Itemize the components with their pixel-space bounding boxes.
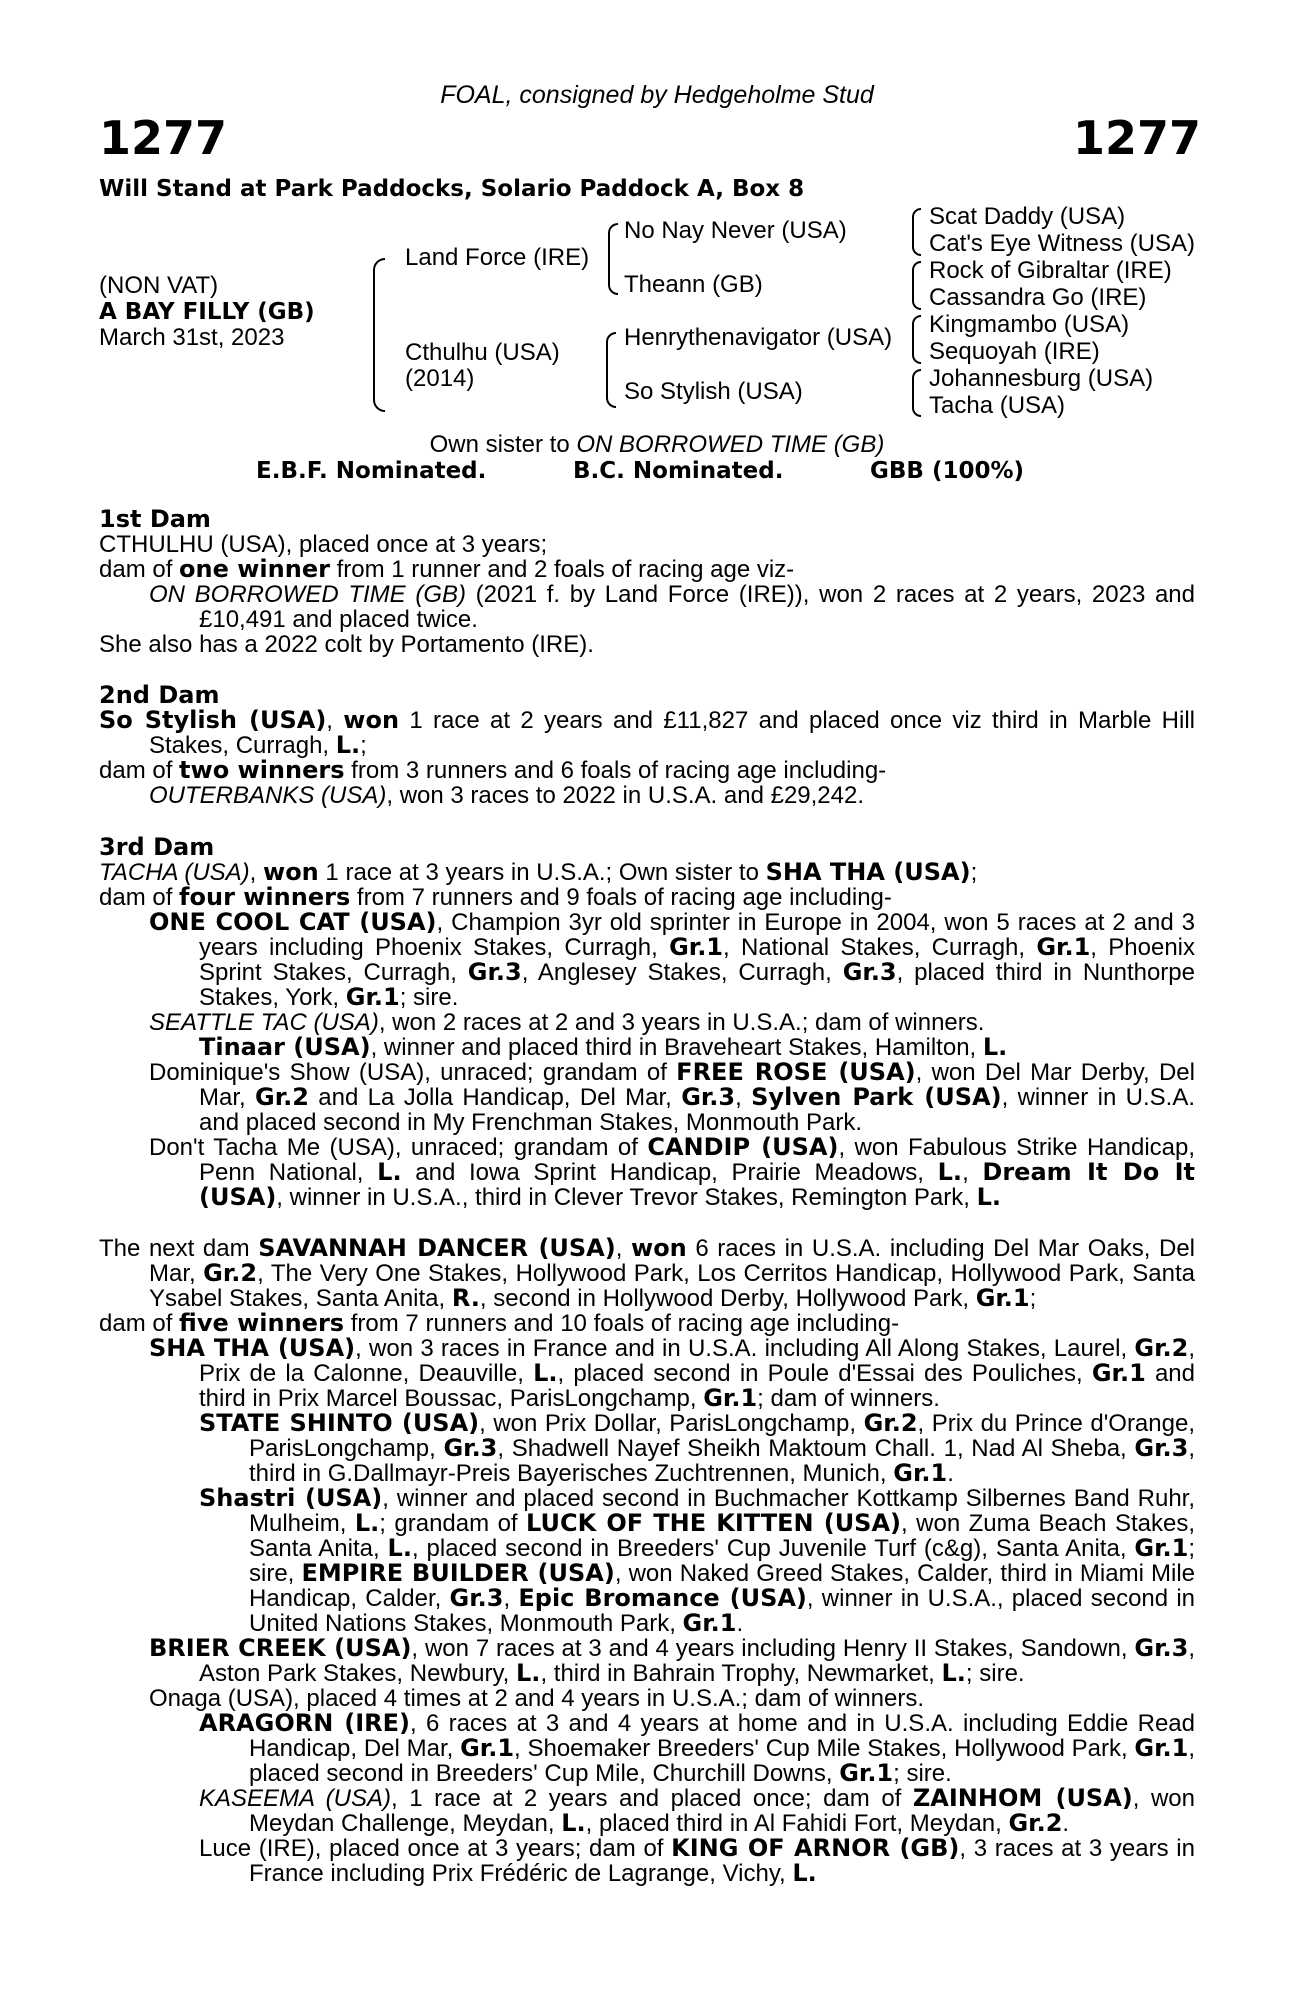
first-dam-note: She also has a 2022 colt by Portamento (IRE). (99, 631, 594, 658)
gg-5: Kingmambo (USA) (929, 311, 1130, 338)
first-dam-line: CTHULHU (USA), placed once at 3 years; (99, 531, 548, 558)
second-dam-produce: dam of two winners from 3 runners and 6 foals of racing age including- (99, 756, 887, 784)
progeny-sha-tha: SHA THA (USA), won 3 races in France and in U.S.A. including All Along Stakes, Laurel, Gr.2, Prix de la Calonne, Deauville, L., placed second in Poule d'Essai des Pouliches, Gr.1 and third in Prix Marcel Boussac, ParisLongchamp, Gr.1; dam of winners. (149, 1334, 1196, 1412)
brace-main (373, 258, 385, 412)
gbb-status: GBB (100%) (870, 458, 1025, 484)
third-dam-section (99, 835, 1195, 1210)
sire: Land Force (IRE) (405, 244, 590, 271)
gg-2: Cat's Eye Witness (USA) (929, 230, 1195, 257)
gg-3: Rock of Gibraltar (IRE) (929, 257, 1172, 284)
ebf-nominated: E.B.F. Nominated. (256, 458, 487, 484)
dam-year: (2014) (405, 365, 475, 392)
bc-nominated: B.C. Nominated. (573, 458, 784, 484)
sire-sire: No Nay Never (USA) (624, 217, 847, 244)
gg-1: Scat Daddy (USA) (929, 203, 1126, 230)
third-dam-line: TACHA (USA), won 1 race at 3 years in U.S.A.; Own sister to SHA THA (USA); (99, 858, 978, 886)
progeny-shastri: Shastri (USA), winner and placed second in Buchmacher Kottkamp Silbernes Band Ruhr, Mulheim, L.; grandam of LUCK OF THE KITTEN (USA), won Zuma Beach Stakes, Santa Anita, L., placed second in Breeders' Cup Juvenile Turf (c&g), Santa Anita, Gr.1; sire, EMPIRE BUILDER (USA), won Naked Greed Stakes, Calder, third in Miami Mile Handicap, Calder, Gr.3, Epic Bromance (USA), winner in U.S.A., placed second in United Nations Stakes, Monmouth Park, Gr.1. (199, 1484, 1196, 1637)
progeny-tinaar: Tinaar (USA), winner and placed third in Braveheart Stakes, Hamilton, L. (199, 1033, 1008, 1061)
progeny-state-shinto: STATE SHINTO (USA), won Prix Dollar, ParisLongchamp, Gr.2, Prix du Prince d'Orange, ParisLongchamp, Gr.3, Shadwell Nayef Sheikh Maktoum Chall. 1, Nad Al Sheba, Gr.3, third in G.Dallmayr-Preis Bayerisches Zuchtrennen, Munich, Gr.1. (199, 1409, 1195, 1487)
progeny-one-cool-cat: ONE COOL CAT (USA), Champion 3yr old sprinter in Europe in 2004, won 5 races at 2 and 3 years including Phoenix Stakes, Curragh, Gr.1, National Stakes, Curragh, Gr.1, Phoenix Sprint Stakes, Curragh, Gr.3, Anglesey Stakes, Curragh, Gr.3, placed third in Nunthorpe Stakes, York, Gr.1; sire. (149, 908, 1195, 1011)
dam: Cthulhu (USA) (405, 339, 560, 366)
brace-gg2 (912, 261, 921, 310)
second-dam-heading: 2nd Dam (99, 681, 220, 709)
gg-8: Tacha (USA) (929, 392, 1066, 419)
dam-dam: So Stylish (USA) (624, 378, 803, 405)
gg-7: Johannesburg (USA) (929, 365, 1154, 392)
own-sister-line: Own sister to ON BORROWED TIME (GB) (429, 431, 885, 458)
first-dam-section (99, 507, 1195, 657)
brace-sire (608, 223, 618, 295)
next-dam-produce: dam of five winners from 7 runners and 10 foals of racing age including- (99, 1309, 900, 1337)
dam-sire: Henrythenavigator (USA) (624, 324, 893, 351)
foaling-date: March 31st, 2023 (99, 324, 285, 351)
first-dam-heading: 1st Dam (99, 505, 211, 533)
gg-4: Cassandra Go (IRE) (929, 284, 1147, 311)
consignor-line: FOAL, consigned by Hedgeholme Stud (440, 81, 874, 109)
progeny-dont-tacha-me: Don't Tacha Me (USA), unraced; grandam of CANDIP (USA), won Fabulous Strike Handicap, Penn National, L. and Iowa Sprint Handicap, Prairie Meadows, L., Dream It Do It (USA), winner in U.S.A., third in Clever Trevor Stakes, Remington Park, L. (149, 1133, 1196, 1211)
gg-6: Sequoyah (IRE) (929, 338, 1100, 365)
second-dam-line: So Stylish (USA), won 1 race at 2 years and £11,827 and placed once viz third in Marble Hill Stakes, Curragh, L.; (99, 706, 1195, 759)
next-dam-line: The next dam SAVANNAH DANCER (USA), won 6 races in U.S.A. including Del Mar Oaks, Del Mar, Gr.2, The Very One Stakes, Hollywood Park, Los Cerritos Handicap, Hollywood Park, Santa Ysabel Stakes, Santa Anita, R., second in Hollywood Derby, Hollywood Park, Gr.1; (99, 1234, 1195, 1312)
third-dam-heading: 3rd Dam (99, 833, 215, 861)
third-dam-produce: dam of four winners from 7 runners and 9 foals of racing age including- (99, 883, 892, 911)
brace-dam (606, 332, 616, 408)
progeny-seattle-tac: SEATTLE TAC (USA), won 2 races at 2 and 3 years in U.S.A.; dam of winners. (149, 1009, 985, 1036)
horse-name: A BAY FILLY (GB) (99, 299, 315, 325)
progeny-aragorn: ARAGORN (IRE), 6 races at 3 and 4 years at home and in U.S.A. including Eddie Read Handicap, Del Mar, Gr.1, Shoemaker Breeders' Cup Mile Stakes, Hollywood Park, Gr.1, placed second in Breeders' Cup Mile, Churchill Downs, Gr.1; sire. (199, 1709, 1196, 1787)
brace-gg4 (912, 369, 921, 417)
progeny-outerbanks: OUTERBANKS (USA), won 3 races to 2022 in U.S.A. and £29,242. (149, 782, 865, 809)
second-dam-section (99, 683, 1195, 808)
brace-gg1 (912, 208, 921, 256)
progeny-onaga: Onaga (USA), placed 4 times at 2 and 4 years in U.S.A.; dam of winners. (149, 1685, 925, 1712)
sire-dam: Theann (GB) (624, 271, 763, 298)
progeny-luce: Luce (IRE), placed once at 3 years; dam of KING OF ARNOR (GB), 3 races at 3 years in France including Prix Frédéric de Lagrange, Vichy, L. (199, 1834, 1195, 1887)
progeny-brier-creek: BRIER CREEK (USA), won 7 races at 3 and 4 years including Henry II Stakes, Sandown, Gr.3, Aston Park Stakes, Newbury, L., third in Bahrain Trophy, Newmarket, L.; sire. (149, 1634, 1195, 1687)
lot-number-right: 1277 (1072, 111, 1201, 165)
stand-location: Will Stand at Park Paddocks, Solario Paddock A, Box 8 (99, 176, 805, 202)
first-dam-produce: dam of one winner from 1 runner and 2 foals of racing age viz- (99, 555, 795, 583)
progeny-kaseema: KASEEMA (USA), 1 race at 2 years and placed once; dam of ZAINHOM (USA), won Meydan Challenge, Meydan, L., placed third in Al Fahidi Fort, Meydan, Gr.2. (199, 1784, 1195, 1837)
brace-gg3 (912, 315, 921, 364)
vat-status: (NON VAT) (99, 272, 219, 299)
progeny-dominiques-show: Dominique's Show (USA), unraced; grandam of FREE ROSE (USA), won Del Mar Derby, Del Mar, Gr.2 and La Jolla Handicap, Del Mar, Gr.3, Sylven Park (USA), winner in U.S.A. and placed second in My Frenchman Stakes, Monmouth Park. (149, 1058, 1196, 1136)
next-dam-section (99, 1236, 1195, 1886)
progeny-on-borrowed-time: ON BORROWED TIME (GB) (2021 f. by Land Force (IRE)), won 2 races at 2 years, 2023 and £10,491 and placed twice. (149, 581, 1195, 633)
lot-number-left: 1277 (99, 111, 228, 165)
